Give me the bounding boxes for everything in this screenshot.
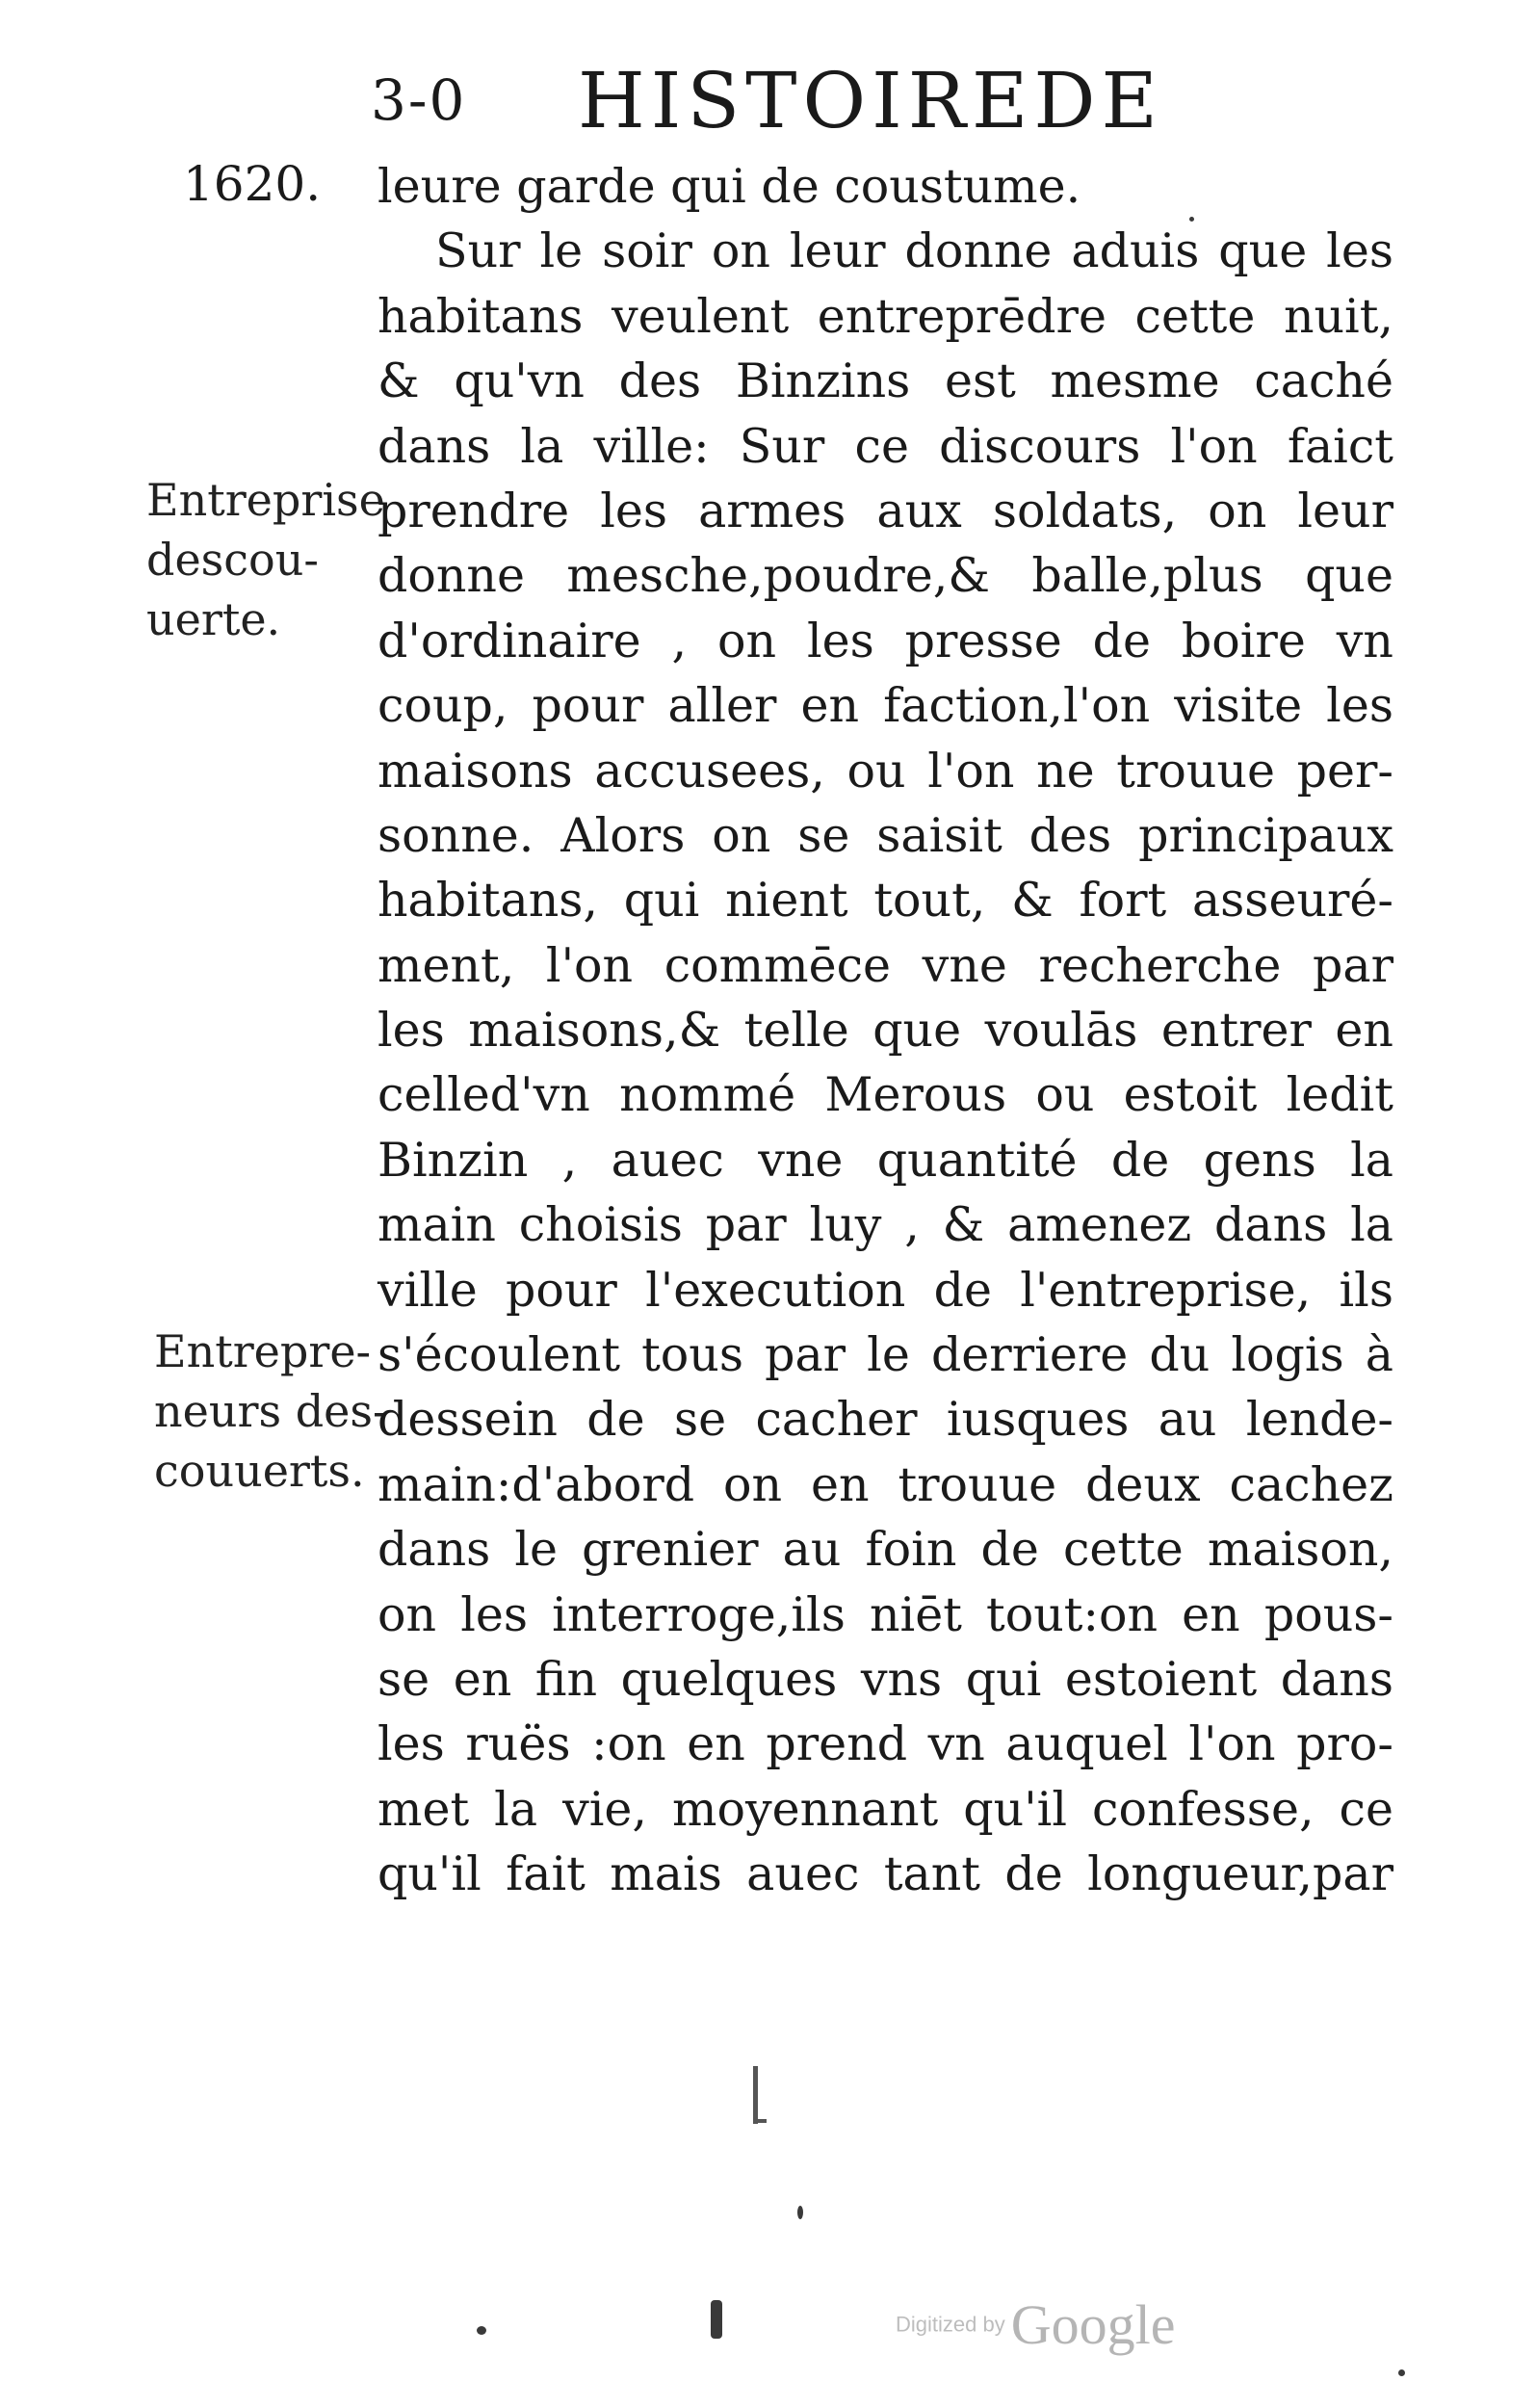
marginal-note-line: descou- [146,534,319,586]
ink-speck [711,2300,722,2339]
ink-speck [1189,217,1194,222]
text-line: les maisons,& telle que voulās entrer en [377,1003,1393,1059]
marginal-note-line: Entreprise [146,474,385,526]
text-line: coup, pour aller en faction,l'on visite les [377,678,1393,734]
marginal-note-line: Entrepre- [154,1325,372,1377]
text-line: sonne. Alors on se saisit des principaux [377,807,1393,863]
text-line: les ruës :on en prend vn auquel l'on pro- [377,1716,1393,1772]
scan-mark [753,2066,758,2124]
digitization-watermark [896,2292,1175,2357]
marginal-note-entreprise [146,470,385,649]
running-head [371,56,1163,145]
watermark-prefix: Digitized by [896,2312,1005,2337]
text-line: habitans, qui nient tout, & fort asseuré- [377,873,1393,929]
text-line: ment, l'on commēce vne recherche par [377,937,1393,993]
text-line: qu'il fait mais auec tant de longueur,par [377,1846,1393,1902]
text-line: Sur le soir on leur donne aduis que les [435,223,1393,279]
running-title: HISTOIREDE [578,56,1163,145]
google-logo: Google [1010,2293,1176,2356]
text-line: main choisis par luy , & amenez dans la [377,1197,1393,1253]
text-line: dans le grenier au foin de cette maison, [377,1522,1393,1578]
scan-mark [753,2119,767,2123]
ink-speck [477,2326,486,2335]
text-line: habitans veulent entreprēdre cette nuit, [377,288,1393,344]
ink-speck [1398,2369,1405,2376]
page-number: 3-0 [371,67,467,133]
text-line: donne mesche,poudre,& balle,plus que [377,548,1393,604]
text-line: maisons accusees, ou l'on ne trouue per- [377,743,1393,798]
text-line: main:d'abord on en trouue deux cachez [377,1456,1393,1512]
marginal-note-entrepreneurs [154,1322,388,1501]
text-line: Binzin , auec vne quantité de gens la [377,1132,1393,1188]
main-text-block [377,154,1393,1907]
marginal-note-line: couuerts. [154,1445,365,1497]
text-line: celled'vn nommé Merous ou estoit ledit [377,1067,1393,1123]
text-line: d'ordinaire , on les presse de boire vn [377,613,1393,668]
marginal-note-line: uerte. [146,593,281,645]
text-line: se en fin quelques vns qui estoient dans [377,1651,1393,1707]
ink-speck [797,2206,803,2219]
marginal-note-line: neurs des- [154,1385,388,1437]
text-line: & qu'vn des Binzins est mesme caché [377,353,1393,409]
text-line: dessein de se cacher iusques au lende- [377,1392,1393,1448]
text-line: on les interroge,ils niēt tout:on en pous- [377,1586,1393,1642]
text-line: s'écoulent tous par le derriere du logis à [377,1327,1393,1383]
text-line: dans la ville: Sur ce discours l'on faict [377,418,1393,474]
text-line: ville pour l'execution de l'entreprise, ils [377,1262,1393,1318]
text-line: leure garde qui de coustume. [377,159,1081,214]
text-line: prendre les armes aux soldats, on leur [377,483,1393,538]
text-line: met la vie, moyennant qu'il confesse, ce [377,1781,1393,1837]
margin-year: 1620. [183,156,322,212]
